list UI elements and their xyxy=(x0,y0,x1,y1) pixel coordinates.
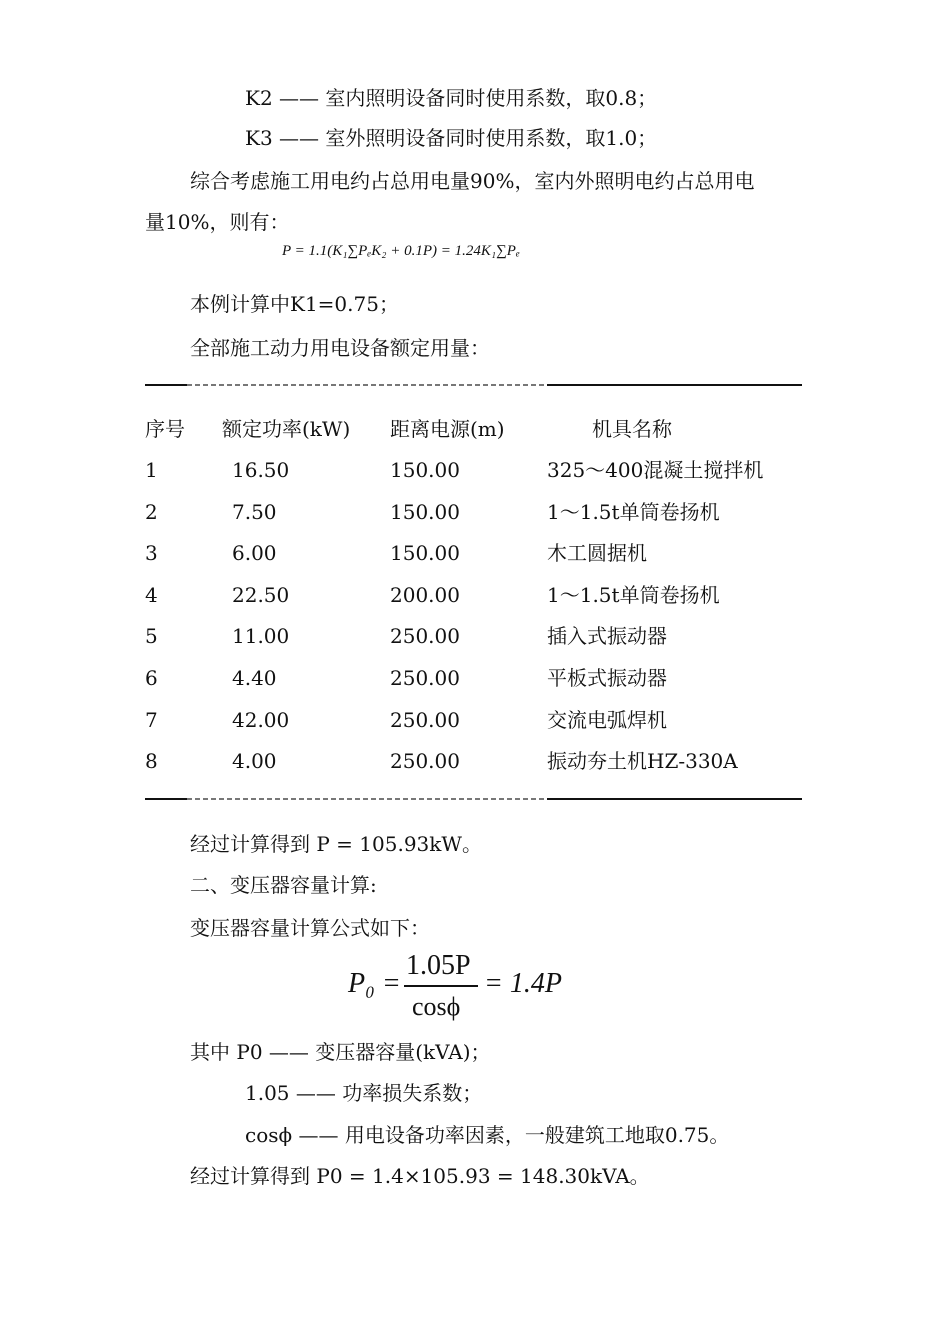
paragraph-line-1: 综合考虑施工用电约占总用电量90%，室内外照明电约占总用电 xyxy=(190,169,755,193)
formula-intro: 变压器容量计算公式如下： xyxy=(190,916,430,940)
cell-equipment-name: 插入式振动器 xyxy=(547,624,667,648)
formula-numerator: 1.05P xyxy=(406,950,471,981)
table-bottom-rule xyxy=(145,798,802,800)
fraction-bar xyxy=(404,985,478,987)
formula-denominator: cosϕ xyxy=(412,992,461,1021)
cell-equipment-name: 木工圆据机 xyxy=(547,541,647,565)
header-index: 序号 xyxy=(145,417,185,441)
cell-distance: 150.00 xyxy=(390,541,460,565)
cell-power: 11.00 xyxy=(232,624,290,648)
header-distance: 距离电源(m) xyxy=(390,417,505,441)
paragraph-line-2: 量10%，则有： xyxy=(145,210,290,234)
cell-distance: 250.00 xyxy=(390,708,460,732)
cell-equipment-name: 振动夯土机HZ-330A xyxy=(547,749,738,773)
cell-power: 42.00 xyxy=(232,708,290,732)
k3-definition: K3 —— 室外照明设备同时使用系数，取1.0； xyxy=(245,126,658,150)
factor-definition: 1.05 —— 功率损失系数； xyxy=(245,1081,483,1105)
section-title: 二、变压器容量计算: xyxy=(190,873,377,897)
result-p0: 经过计算得到 P0 = 1.4×105.93 = 148.30kVA。 xyxy=(190,1164,650,1188)
cell-distance: 250.00 xyxy=(390,749,460,773)
table-top-rule xyxy=(145,384,802,386)
cell-equipment-name: 平板式振动器 xyxy=(547,666,667,690)
cell-power: 16.50 xyxy=(232,458,290,482)
cell-index: 2 xyxy=(145,500,158,524)
cell-index: 1 xyxy=(145,458,158,482)
cell-power: 4.40 xyxy=(232,666,277,690)
cell-equipment-name: 1～1.5t单筒卷扬机 xyxy=(547,500,720,524)
cell-distance: 150.00 xyxy=(390,458,460,482)
cell-equipment-name: 交流电弧焊机 xyxy=(547,708,667,732)
k2-definition: K2 —— 室内照明设备同时使用系数，取0.8； xyxy=(245,86,658,110)
equipment-intro: 全部施工动力用电设备额定用量： xyxy=(190,336,490,360)
cell-distance: 200.00 xyxy=(390,583,460,607)
cell-power: 7.50 xyxy=(232,500,277,524)
cell-distance: 250.00 xyxy=(390,666,460,690)
formula-rhs: = 1.4P xyxy=(484,968,562,999)
cell-index: 7 xyxy=(145,708,158,732)
cell-index: 8 xyxy=(145,749,158,773)
header-name: 机具名称 xyxy=(592,417,672,441)
cell-index: 6 xyxy=(145,666,158,690)
power-formula: P = 1.1(K₁∑PₑK₂ + 0.1P) = 1.24K₁∑Pₑ xyxy=(282,243,520,259)
p0-definition: 其中 P0 —— 变压器容量(kVA)； xyxy=(190,1040,491,1064)
cell-index: 5 xyxy=(145,624,158,648)
cell-power: 6.00 xyxy=(232,541,277,565)
formula-lhs: P₀ = xyxy=(348,968,401,999)
k1-value: 本例计算中K1=0.75； xyxy=(190,292,399,316)
cell-index: 3 xyxy=(145,541,158,565)
cell-power: 22.50 xyxy=(232,583,290,607)
cell-index: 4 xyxy=(145,583,158,607)
cell-equipment-name: 325～400混凝土搅拌机 xyxy=(547,458,764,482)
cell-distance: 150.00 xyxy=(390,500,460,524)
cell-power: 4.00 xyxy=(232,749,277,773)
cos-definition: cosϕ —— 用电设备功率因素，一般建筑工地取0.75。 xyxy=(245,1123,730,1147)
header-power: 额定功率(kW) xyxy=(222,417,351,441)
result-power: 经过计算得到 P = 105.93kW。 xyxy=(190,832,482,856)
cell-equipment-name: 1～1.5t单筒卷扬机 xyxy=(547,583,720,607)
cell-distance: 250.00 xyxy=(390,624,460,648)
